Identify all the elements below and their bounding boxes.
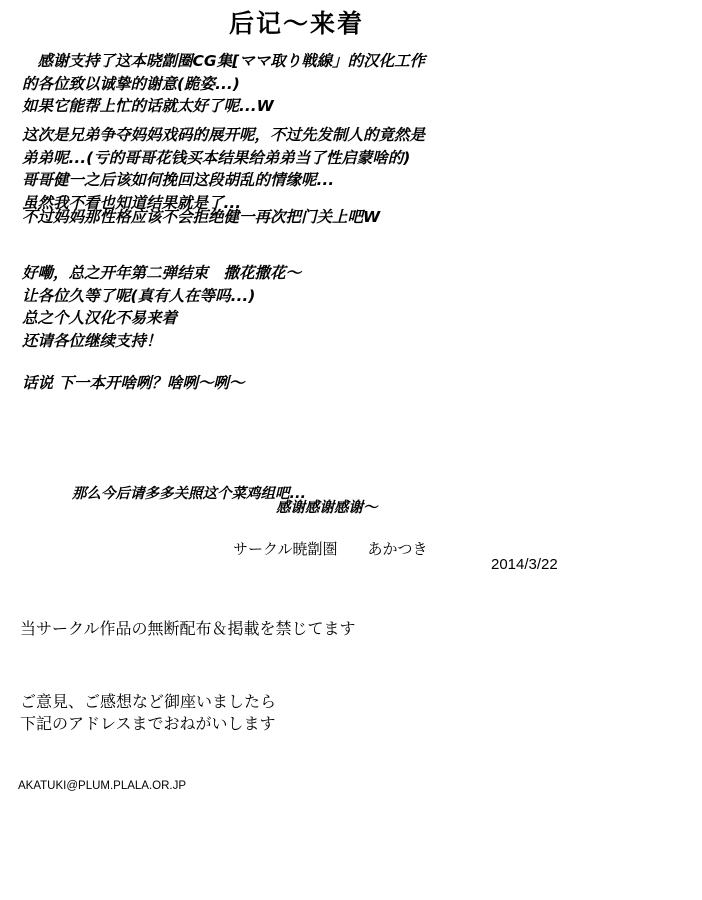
- text-line: 下記のアドレスまでおねがいします: [20, 716, 276, 733]
- text-line: ご意見、ご感想など御座いましたら: [20, 694, 277, 711]
- text-line: 如果它能帮上忙的话就太好了呢...W: [22, 97, 274, 115]
- text-line: 让各位久等了呢(真有人在等吗...): [22, 286, 256, 305]
- text-line: 弟弟呢...(亏的哥哥花钱买本结果给弟弟当了性启蒙啥的): [22, 148, 411, 167]
- redistribution-notice: 当サークル作品の無断配布＆掲載を禁じてます: [20, 621, 356, 638]
- paragraph-thanks: [22, 50, 425, 118]
- paragraph-mother: [22, 206, 380, 229]
- text-line: 这次是兄弟争夺妈妈戏码的展开呢，不过先发制人的竟然是: [22, 126, 426, 144]
- page-title: 后记～来着: [229, 9, 365, 38]
- text-line: 好嘞，总之开年第二弹结束 撒花撒花～: [22, 264, 302, 282]
- text-line: 话说 下一本开啥咧？啥咧～咧～: [22, 374, 245, 392]
- text-line: 总之个人汉化不易来着: [22, 309, 178, 327]
- text-line: 感谢支持了这本晓劏圈CG集[ママ取り戦線」的汉化工作: [22, 52, 426, 70]
- paragraph-ending: [22, 262, 301, 352]
- date: 2014/3/22: [491, 556, 558, 573]
- text-line: 还请各位继续支持！: [22, 331, 162, 350]
- text-line: 的各位致以诚挚的谢意(跪姿...): [22, 74, 240, 93]
- email-address: AKATUKI@PLUM.PLALA.OR.JP: [18, 780, 187, 792]
- paragraph-next: [22, 372, 244, 395]
- text-line: 不过妈妈那性格应该不会拒绝健一再次把门关上吧W: [22, 208, 381, 226]
- thanks-line: 那么今后请多多关照这个菜鸡组吧...: [72, 486, 307, 502]
- thanks-line: 感谢感谢感谢～: [276, 500, 378, 516]
- paragraph-story: [22, 124, 425, 214]
- text-line: 虽然我不看也知道结果就是了...: [22, 193, 242, 212]
- circle-name: サークル暁劏圏 あかつき: [233, 541, 428, 558]
- text-line: 哥哥健一之后该如何挽回这段胡乱的情缘呢...: [22, 171, 335, 189]
- feedback-request: [20, 692, 276, 736]
